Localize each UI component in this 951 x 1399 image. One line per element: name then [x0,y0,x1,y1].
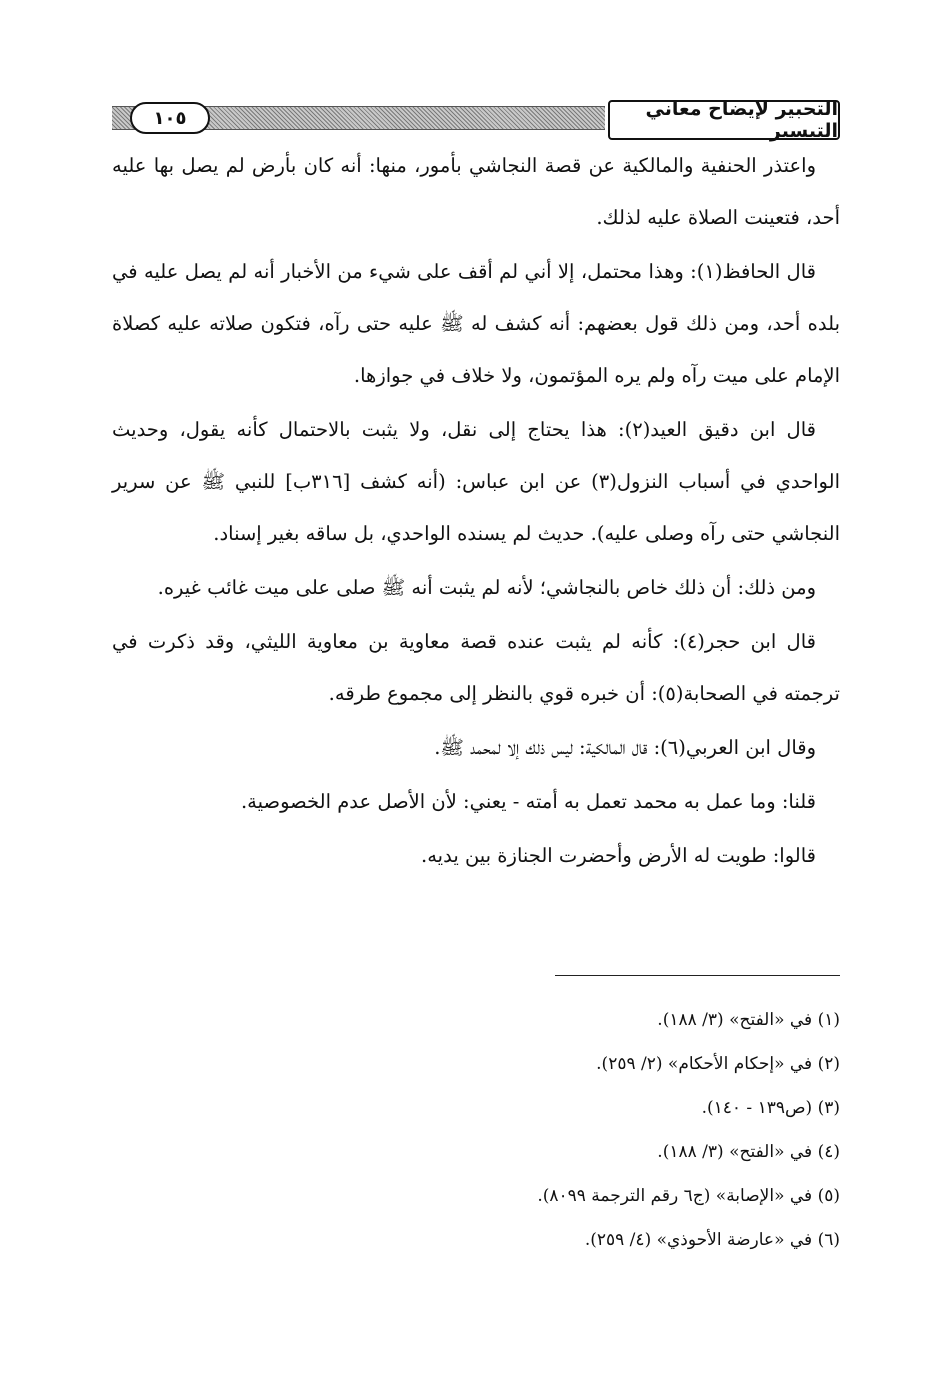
footnotes [112,1000,840,1264]
footnote-separator [555,975,840,976]
footnote: (٢) في «إحكام الأحكام» (٢/ ٢٥٩). [596,1054,840,1074]
paragraph: وقال ابن العربي(٦): قال المالكية: ليس ذلك إلا لمحمد ﷺ. [434,736,816,759]
book-title: التحبير لإيضاح معاني التيسير [608,100,840,140]
page-header [112,100,840,142]
paragraph: قال ابن حجر(٤): كأنه لم يثبت عنده قصة معاوية بن معاوية الليثي، وقد ذكرت في ترجمته في الصحابة(٥): أن خبره قوي بالنظر إلى مجموع طرقه. [112,630,840,705]
footnote: (٣) (ص١٣٩ - ١٤٠). [701,1098,840,1118]
paragraph: ومن ذلك: أن ذلك خاص بالنجاشي؛ لأنه لم يثبت أنه ﷺ صلى على ميت غائب غيره. [157,576,816,599]
paragraph: واعتذر الحنفية والمالكية عن قصة النجاشي بأمور، منها: أنه كان بأرض لم يصل بها عليه أحد، فتعينت الصلاة عليه لذلك. [112,154,840,229]
footnote: (٥) في «الإصابة» (ج٦ رقم الترجمة ٨٠٩٩). [537,1186,840,1206]
paragraph: قال ابن دقيق العيد(٢): هذا يحتاج إلى نقل، ولا يثبت بالاحتمال كأنه يقول، وحديث الواحدي في أسباب النزول(٣) عن ابن عباس: (أنه كشف [٣١٦ب] للنبي ﷺ عن سرير النجاشي حتى رآه وصلى عليه). حديث لم يسنده الواحدي، بل ساقه بغير إسناد. [112,418,840,545]
main-text [112,140,840,884]
footnote: (١) في «الفتح» (٣/ ١٨٨). [657,1010,840,1030]
paragraph: قالوا: طويت له الأرض وأحضرت الجنازة بين يديه. [421,844,816,867]
page-number: ١٠٥ [130,102,210,134]
footnote: (٤) في «الفتح» (٣/ ١٨٨). [657,1142,840,1162]
paragraph: قلنا: وما عمل به محمد تعمل به أمته - يعني: لأن الأصل عدم الخصوصية. [240,790,816,813]
paragraph: قال الحافظ(١): وهذا محتمل، إلا أني لم أقف على شيء من الأخبار أنه لم يصل عليه في بلده أحد، ومن ذلك قول بعضهم: أنه كشف له ﷺ عليه حتى رآه، فتكون صلاته عليه كصلاة الإمام على ميت رآه ولم يره المؤتمون، ولا خلاف في جوازها. [112,260,840,387]
footnote: (٦) في «عارضة الأحوذي» (٤/ ٢٥٩). [584,1230,840,1250]
